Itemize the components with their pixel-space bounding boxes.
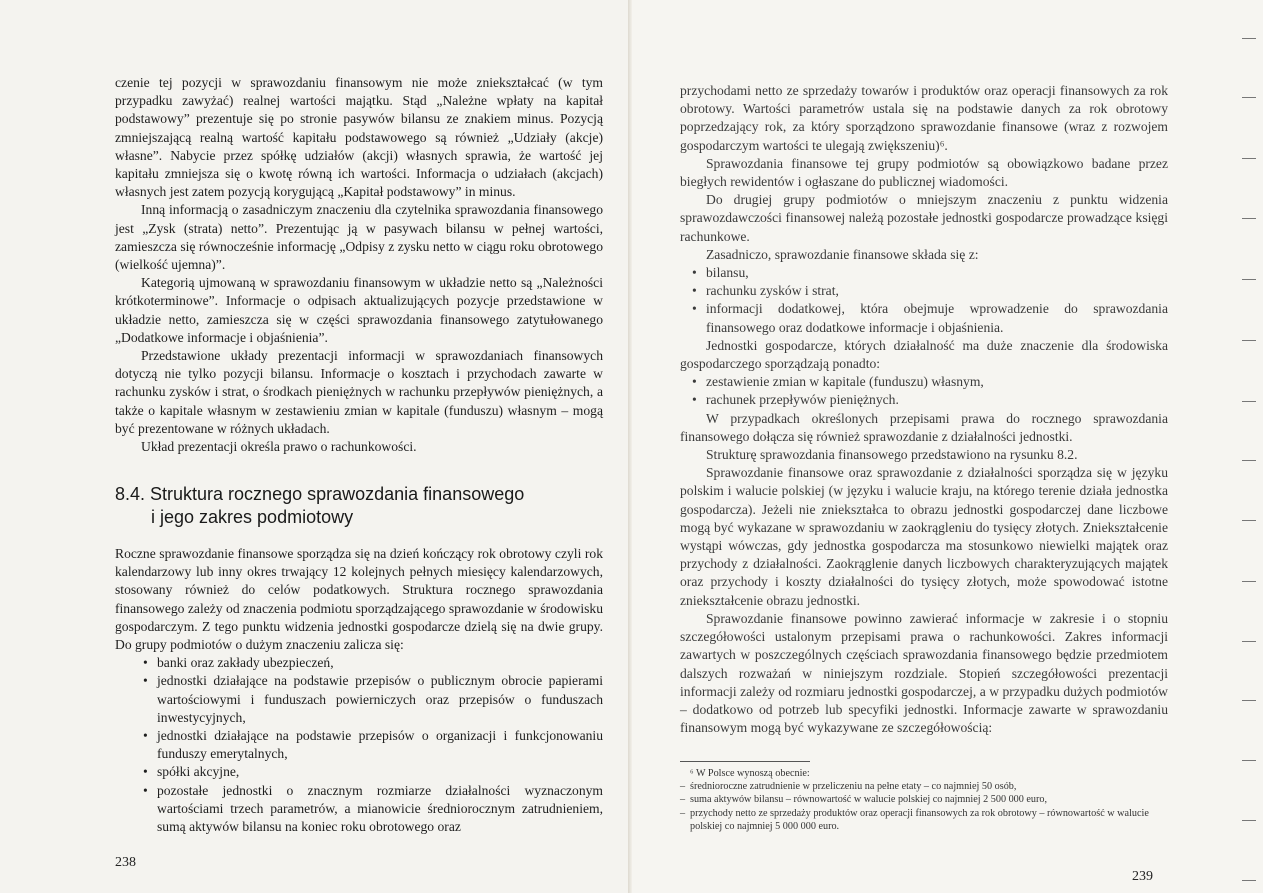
list-item: • zestawienie zmian w kapitale (funduszu) własnym,: [680, 373, 1168, 391]
list-item: • spółki akcyjne,: [115, 763, 603, 781]
left-top-text: [115, 74, 603, 456]
paragraph: Przedstawione układy prezentacji informacji w sprawozdaniach finansowych dotyczą nie tylko pozycji bilansu. Informacje o kosztach i przychodach zawarte w rachunku zysków i strat, o środkach pieniężnych w rachunku przepływów pieniężnych, a także o kapitale własnym w zestawieniu zmian w kapitale (funduszu) własnym – mogą być prezentowane w różnych układach.: [115, 348, 603, 436]
paragraph: Inną informacją o zasadniczym znaczeniu dla czytelnika sprawozdania finansowego jest „Zysk (strata) netto”. Prezentując ją w pasywach bilansu w pełnej wartości, zamieszcza się równocześnie informację „Odpisy z zysku netto w ciągu roku obrotowego (wielkość ujemna)”.: [115, 202, 603, 273]
margin-mark: [1242, 218, 1256, 219]
footnote-item: – przychody netto ze sprzedaży produktów oraz operacji finansowych za rok obrotowy – równowartość w walucie polskiej co najmniej 5 000 000 euro.: [680, 807, 1149, 832]
page-number-right: 239: [1132, 869, 1153, 884]
list-item: • jednostki działające na podstawie przepisów o publicznym obrocie papierami wartościowymi i funduszach powierniczych oraz przepisów o funduszach inwestycyjnych,: [115, 672, 603, 727]
additional-statements-list: [680, 373, 1168, 409]
margin-mark: [1242, 820, 1256, 821]
paragraph: Roczne sprawozdanie finansowe sporządza się na dzień kończący rok obrotowy czyli rok kalendarzowy lub inny okres trwający 12 kolejnych pełnych miesięcy kalendarzowych, stosowany również do celów podatkowych. Struktura rocznego sprawozdania finansowego zależy od znaczenia podmiotu sporządzającego sprawozdanie w środowisku gospodarczym. Z tego punktu widzenia jednostki gospodarcze dzielą się na dwie grupy. Do grupy podmiotów o dużym znaczeniu zalicza się:: [115, 546, 603, 653]
paragraph: Układ prezentacji określa prawo o rachunkowości.: [141, 439, 417, 455]
margin-mark: [1242, 581, 1256, 582]
margin-mark: [1242, 38, 1256, 39]
heading-line-1: 8.4. Struktura rocznego sprawozdania finansowego: [115, 484, 525, 504]
list-item: • rachunek przepływów pieniężnych.: [680, 391, 1168, 409]
paragraph: Strukturę sprawozdania finansowego przedstawiono na rysunku 8.2.: [706, 447, 1078, 463]
heading-line-2: i jego zakres podmiotowy: [151, 507, 354, 527]
left-page: [0, 0, 630, 893]
margin-mark: [1242, 460, 1256, 461]
scan-margin-marks: [1238, 0, 1263, 893]
footnote-head-text: W Polsce wynoszą obecnie:: [695, 768, 810, 779]
paragraph: Kategorią ujmowaną w sprawozdaniu finansowym w układzie netto są „Należności krótkoterminowe”. Informacje o odpisach aktualizujących pozycje przedstawione w układzie netto, zamieszcza się w części sprawozdania finansowego zatytułowanego „Dodatkowe informacje i objaśnienia”.: [115, 275, 603, 345]
paragraph: Sprawozdanie finansowe oraz sprawozdanie z działalności sporządza się w języku polskim i walucie polskiej (w języku i walucie kraju, na którego terenie działa jednostka gospodarcza). Jeżeli nie zniekształca to obrazu jednostki gospodarczej dane liczbowe mogą być wykazane w sprawozdaniu w zaokrągleniu do tysięcy złotych. Zniekształcenie wystąpi wówczas, gdy jednostka gospodarcza ma stosunkowo niewielki majątek oraz przychody z działalności. Zaokrąglenie danych liczbowych charakteryzujących majątek oraz przychody i koszty działalności do tysięcy złotych, może spowodować istotne zniekształcenie obrazu jednostki.: [680, 465, 1168, 608]
paragraph: W przypadkach określonych przepisami prawa do rocznego sprawozdania finansowego dołącza się również sprawozdanie z działalności jednostki.: [680, 410, 1168, 444]
paragraph: czenie tej pozycji w sprawozdaniu finansowym nie może zniekształcać (w tym przypadku zawyżać) realnej wartości majątku. Stąd „Należne wpłaty na kapitał podstawowy” prezentuje się po stronie pasywów bilansu ze znakiem minus. Pozycją zmniejszającą realną wartość kapitału podstawowego są również „Udziały (akcje) własne”. Nabycie przez spółkę udziałów (akcji) własnych sprawia, że wartość jej kapitału zmniejsza się o kwotę równą ich wartości. Informacja o udziałach (akcjach) własnych jest zatem pozycją korygującą „Kapitał podstawowy” in minus.: [115, 75, 603, 200]
list-item: • pozostałe jednostki o znacznym rozmiarze działalności wyznaczonym wartościami trzech parametrów, a mianowicie średniorocznym zatrudnieniem, sumą aktywów bilansu na koniec roku obrotowego oraz: [115, 782, 603, 837]
footnote-marker: ⁶: [690, 768, 694, 779]
section-heading: [115, 483, 603, 529]
margin-mark: [1242, 760, 1256, 761]
list-item: • banki oraz zakłady ubezpieczeń,: [115, 654, 603, 672]
list-item: • jednostki działające na podstawie przepisów o organizacji i funkcjonowaniu funduszy emerytalnych,: [115, 727, 603, 763]
margin-mark: [1242, 700, 1256, 701]
footnote-head: [680, 767, 1175, 780]
margin-mark: [1242, 641, 1256, 642]
list-item: • informacji dodatkowej, która obejmuje wprowadzenie do sprawozdania finansowego oraz dodatkowe informacje i objaśnienia.: [680, 300, 1168, 336]
page-number-left: 238: [115, 855, 136, 870]
footnotes: [680, 767, 1175, 833]
margin-mark: [1242, 880, 1256, 881]
paragraph: Sprawozdanie finansowe powinno zawierać informacje w zakresie i o stopniu szczegółowości ustalonym przepisami prawa o rachunkowości. Zakres informacji zawartych w poszczególnych częściach sprawozdania finansowego będzie przedmiotem dalszych rozważań w niniejszym rozdziale. Stopień szczegółowości prezentacji informacji zależy od rozmiaru jednostki gospodarczej, a w przypadku dużych podmiotów – dodatkowo od potrzeb lub specyfiki jednostki. Informacje zawarte w sprawozdaniu finansowym mogą być wykazywane ze szczegółowością:: [680, 610, 1168, 736]
paragraph: Jednostki gospodarcze, których działalność ma duże znaczenie dla środowiska gospodarczego sporządzają ponadto:: [680, 337, 1168, 372]
right-page: [632, 0, 1263, 893]
list-item: • bilansu,: [680, 264, 1168, 282]
paragraph: przychodami netto ze sprzedaży towarów i produktów oraz operacji finansowych za rok obrotowy. Wartości parametrów ustala się na podstawie danych za rok obrotowy poprzedzający rok, za który sporządzono sprawozdanie finansowe (wraz z rozwojem gospodarczym wartości te ulegają zwiększeniu)⁶.: [680, 83, 1168, 153]
margin-mark: [1242, 340, 1256, 341]
paragraph: Zasadniczo, sprawozdanie finansowe składa się z:: [706, 246, 979, 262]
footnote-item: – suma aktywów bilansu – równowartość w walucie polskiej co najmniej 2 500 000 euro,: [680, 794, 1048, 806]
margin-mark: [1242, 520, 1256, 521]
margin-mark: [1242, 279, 1256, 280]
left-section-body: [115, 545, 603, 836]
right-main-text: [680, 82, 1168, 737]
list-item: • rachunku zysków i strat,: [680, 282, 1168, 300]
entity-list: [115, 654, 603, 836]
margin-mark: [1242, 158, 1256, 159]
statement-parts-list: [680, 264, 1168, 337]
footnote-divider: [680, 761, 810, 762]
margin-mark: [1242, 97, 1256, 98]
paragraph: Sprawozdania finansowe tej grupy podmiotów są obowiązkowo badane przez biegłych rewidentów i ogłaszane do publicznej wiadomości.: [680, 155, 1168, 190]
margin-mark: [1242, 401, 1256, 402]
paragraph: Do drugiej grupy podmiotów o mniejszym znaczeniu z punktu widzenia sprawozdawczości finansowej należą pozostałe jednostki gospodarcze prowadzące księgi rachunkowe.: [680, 192, 1168, 244]
footnote-item: – średnioroczne zatrudnienie w przeliczeniu na pełne etaty – co najmniej 50 osób,: [680, 781, 1017, 793]
